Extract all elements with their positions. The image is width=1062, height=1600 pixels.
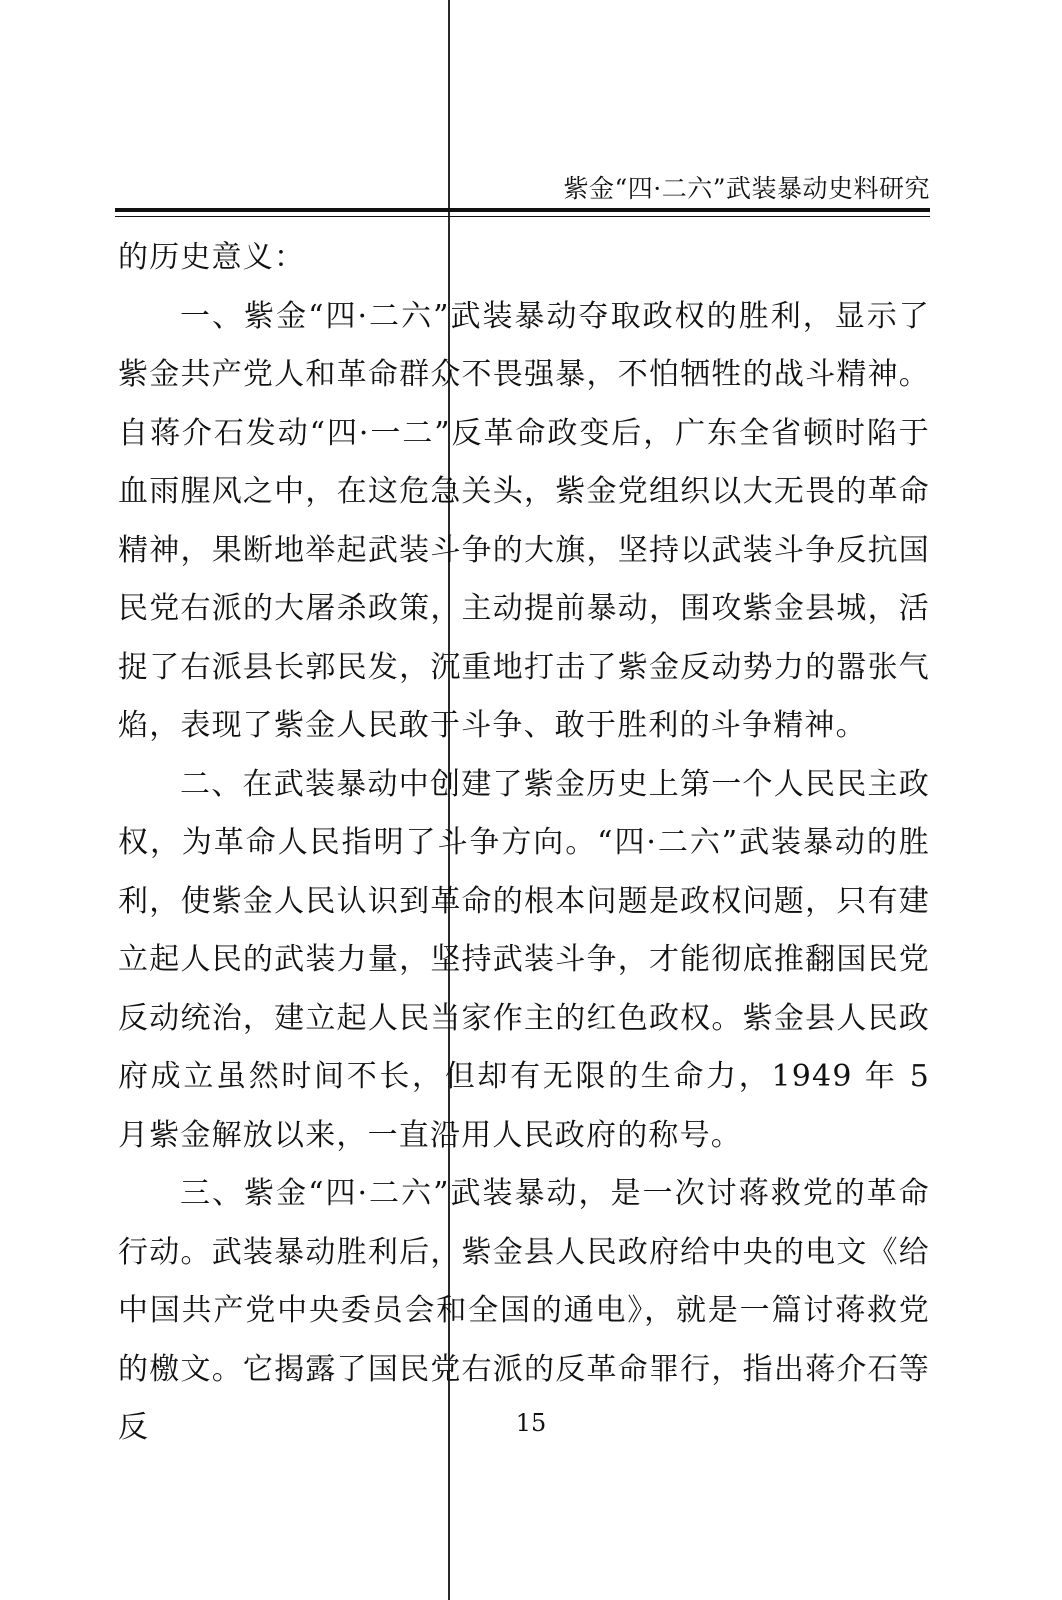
running-header: 紫金“四·二六”武装暴动史料研究 xyxy=(563,174,930,203)
body-text xyxy=(118,229,930,1458)
paragraph-point-two: 二、在武装暴动中创建了紫金历史上第一个人民民主政权，为革命人民指明了斗争方向。“四·二六”武装暴动的胜利，使紫金人民认识到革命的根本问题是政权问题，只有建立起人民的武装力量，坚持武装斗争，才能彻底推翻国民党反动统治，建立起人民当家作主的红色政权。紫金县人民政府成立虽然时间不长，但却有无限的生命力，1949 年 5 月紫金解放以来，一直沿用人民政府的称号。 xyxy=(118,766,930,1153)
header-rule-thin xyxy=(115,216,930,217)
header-rule-thick xyxy=(115,208,930,212)
page-number: 15 xyxy=(515,1409,547,1437)
paragraph-continuation: 的历史意义： xyxy=(118,240,306,275)
paragraph-point-one: 一、紫金“四·二六”武装暴动夺取政权的胜利，显示了紫金共产党人和革命群众不畏强暴，不怕牺牲的战斗精神。自蒋介石发动“四·一二”反革命政变后，广东全省顿时陷于血雨腥风之中，在这危急关头，紫金党组织以大无畏的革命精神，果断地举起武装斗争的大旗，坚持以武装斗争反抗国民党右派的大屠杀政策，主动提前暴动，围攻紫金县城，活捉了右派县长郭民发，沉重地打击了紫金反动势力的嚣张气焰，表现了紫金人民敢于斗争、敢于胜利的斗争精神。 xyxy=(118,298,930,743)
paragraph-point-three: 三、紫金“四·二六”武装暴动，是一次讨蒋救党的革命行动。武装暴动胜利后，紫金县人民政府给中央的电文《给中国共产党中央委员会和全国的通电》，就是一篇讨蒋救党的檄文。它揭露了国民党右派的反革命罪行，指出蒋介石等反 xyxy=(118,1176,930,1445)
